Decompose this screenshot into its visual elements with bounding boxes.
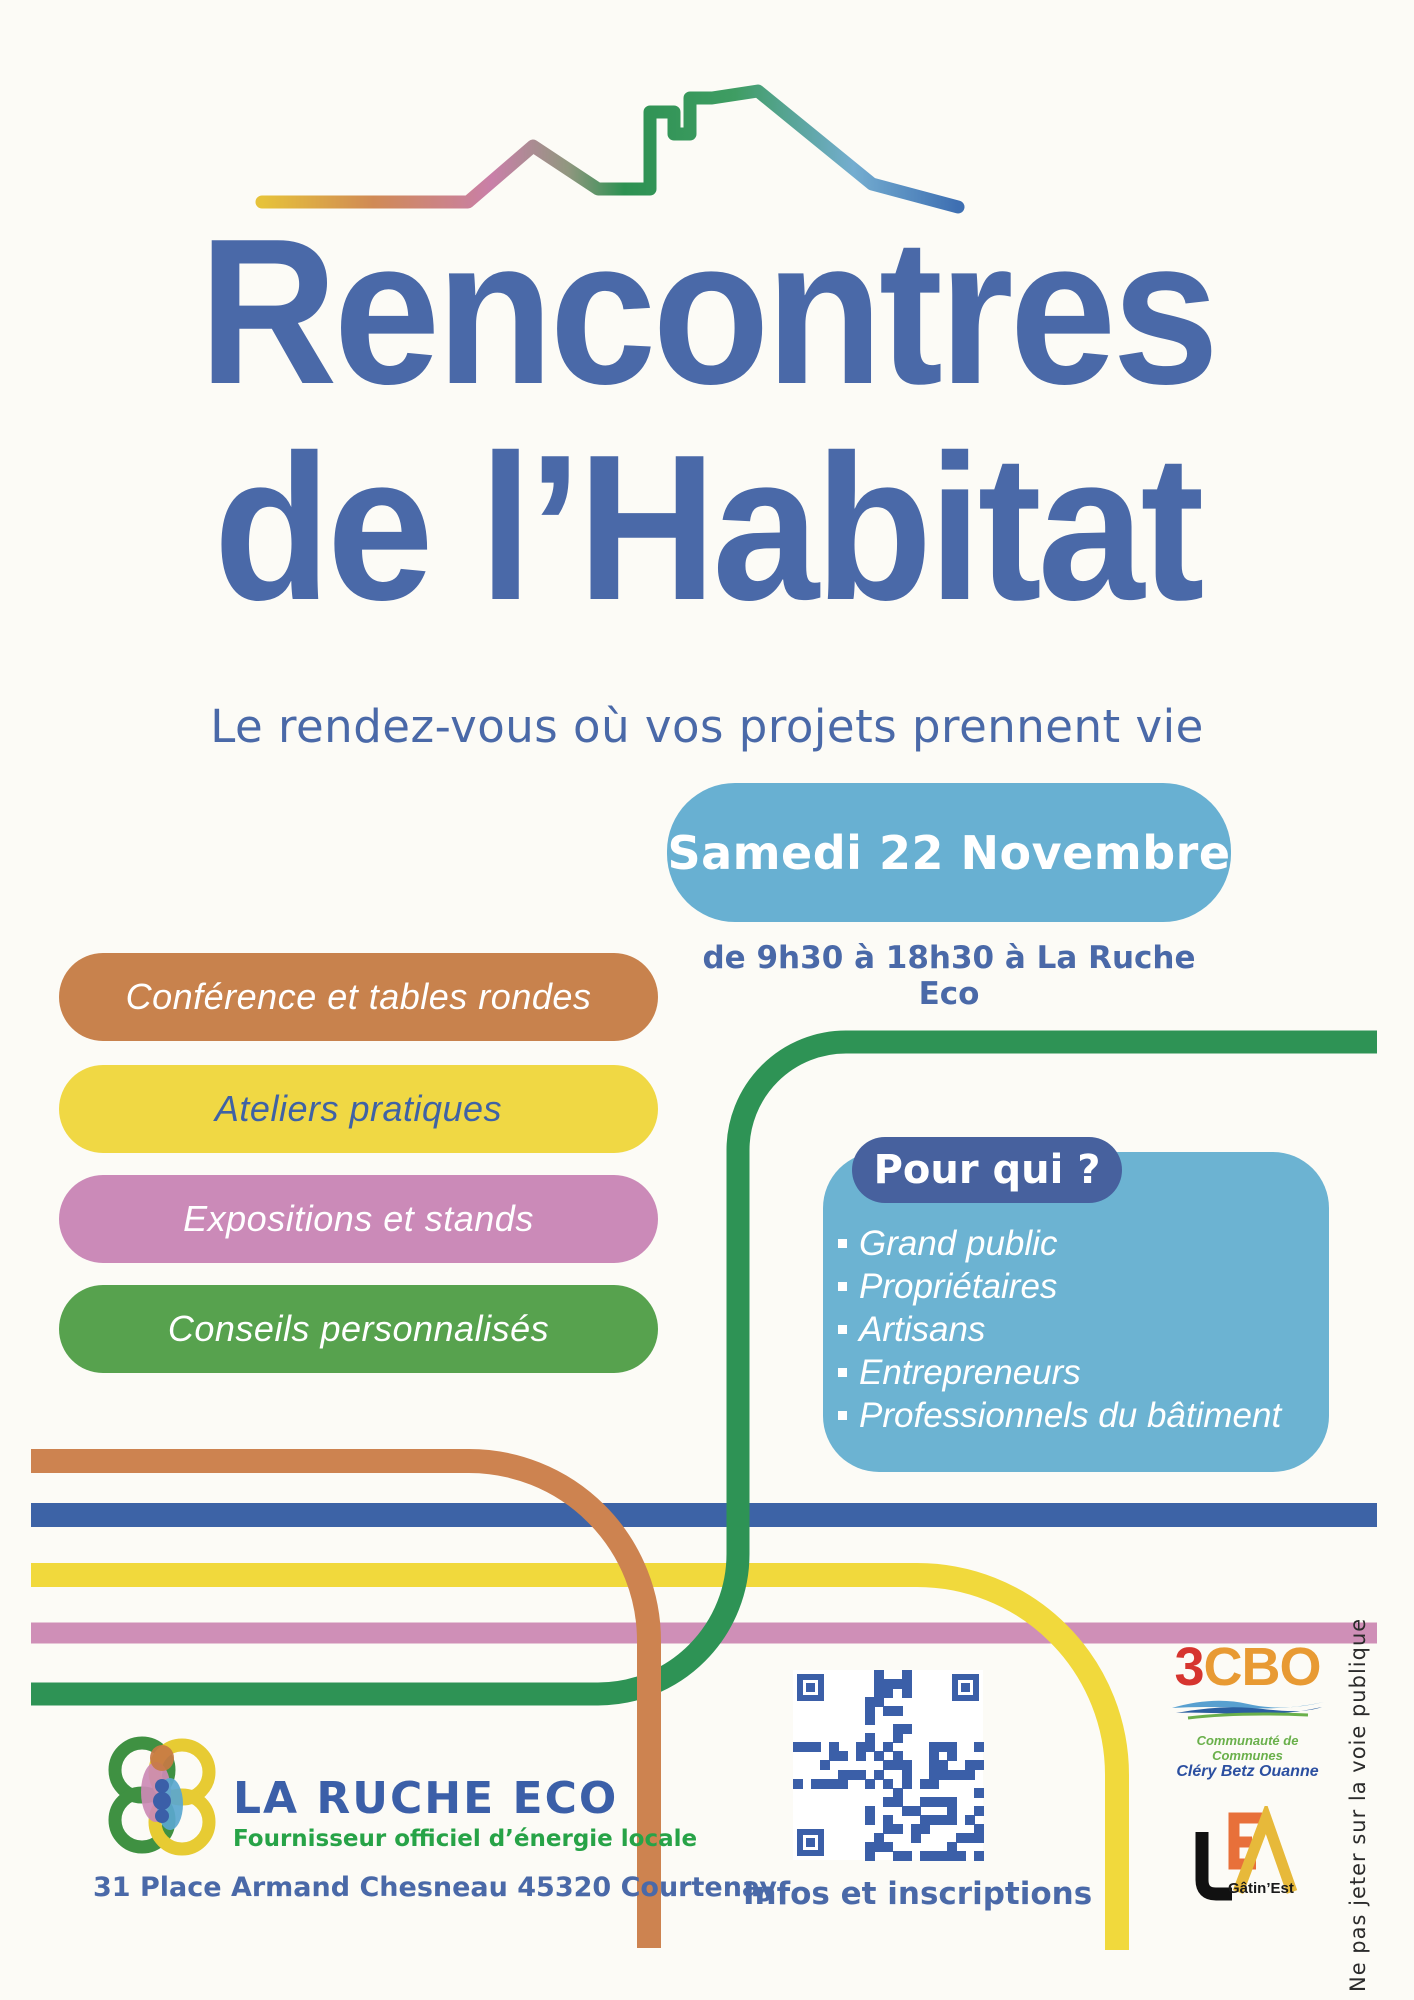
organizer-tagline: Fournisseur officiel d’énergie locale [233,1826,698,1852]
poster-title-line1: Rencontres [198,195,1216,428]
schedule-text: de 9h30 à 18h30 à La Ruche Eco [702,940,1196,1012]
cbo-cbo: CBO [1203,1637,1321,1697]
qr-finder-icon [797,1674,824,1701]
poster-subtitle: Le rendez-vous où vos projets prennent vie [210,700,1204,753]
audience-item-label: Professionnels du bâtiment [859,1395,1282,1435]
date-badge-label: Samedi 22 Novembre [667,825,1231,880]
qr-caption: Infos et inscriptions [743,1876,1093,1912]
poster-title-line2: de l’Habitat [213,411,1201,644]
cbo-subtitle-2: Cléry Betz Ouanne [1176,1763,1319,1780]
cbo-wave-icon [1168,1694,1328,1720]
audience-heading: Pour qui ? [873,1147,1101,1193]
highlight-label: Conférence et tables rondes [125,976,592,1017]
organizer-name: LA RUCHE ECO [233,1773,619,1824]
cbo-3: 3 [1174,1637,1204,1697]
audience-item-label: Grand public [859,1223,1058,1263]
highlight-label: Expositions et stands [183,1198,534,1239]
cbo-subtitle-1: Communauté de Communes [1196,1733,1299,1763]
qr-code [793,1670,983,1860]
audience-item-label: Entrepreneurs [859,1352,1081,1392]
cbo-logo [1160,1637,1335,1781]
audience-item-label: Artisans [859,1309,986,1349]
organizer-address: 31 Place Armand Chesneau 45320 Courtenay [93,1872,777,1903]
qr-finder-icon [952,1674,979,1701]
side-note: Ne pas jeter sur la voie publique [1346,1617,1370,1992]
qr-finder-icon [797,1829,824,1856]
gatinest-label: Gâtin’Est [1228,1880,1294,1897]
highlight-label: Conseils personnalisés [167,1308,550,1349]
highlight-label: Ateliers pratiques [214,1088,503,1129]
audience-item-label: Propriétaires [859,1266,1058,1306]
cbo-logo-text [1160,1637,1335,1697]
